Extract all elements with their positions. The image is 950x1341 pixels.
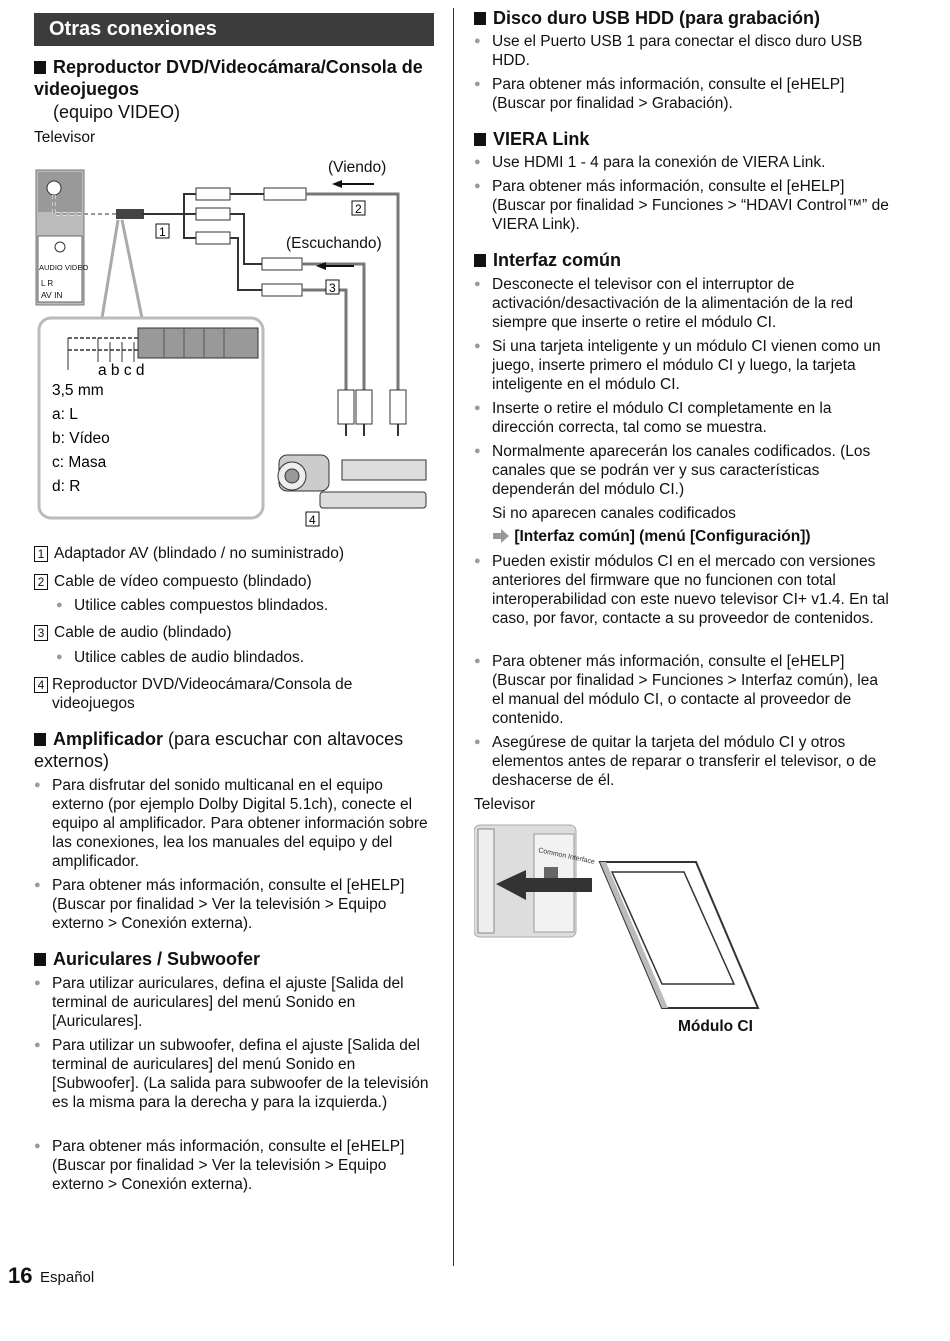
ci-bullet-1: ● Desconecte el televisor con el interruptor de activación/desactivación de la alimentación de la red siempre que inserte o retire el módulo CI. — [474, 275, 892, 332]
legend-bullet-2: ● Utilice cables compuestos blindados. — [56, 596, 434, 615]
aur-heading: Auriculares / Subwoofer — [34, 948, 434, 970]
legend-item-4: 4 Reproductor DVD/Videocámara/Consola de videojuegos — [34, 675, 414, 713]
square-bullet-icon — [34, 733, 46, 746]
pin-d: d: R — [52, 478, 81, 495]
slot-label: Common Interface — [537, 847, 596, 866]
plug-size: 3,5 mm — [52, 382, 104, 399]
ci-note: Si no aparecen canales codificados — [492, 505, 736, 522]
square-bullet-icon — [34, 61, 46, 74]
ci-bullet-7: ● Asegúrese de quitar la tarjeta del módulo CI y otros elementos antes de reparar o transferir el televisor, o de deshacerse de él. — [474, 733, 892, 790]
escuchando-label: (Escuchando) — [286, 235, 382, 252]
legend-bullet-3: ● Utilice cables de audio blindados. — [56, 648, 434, 667]
language-label: Español — [40, 1269, 95, 1286]
viera-heading: VIERA Link — [474, 128, 884, 150]
jack-icon — [47, 181, 61, 195]
amp-bullet-1: ● Para disfrutar del sonido multicanal en el equipo externo (por ejemplo Dolby Digital 5.1ch), conecte el equipo al amplificador. Para obtener información sobre las conexiones, lea los manuales del equipo y del amplificador. — [34, 776, 434, 871]
square-bullet-icon — [474, 12, 486, 25]
viera-bullet-1: ● Use HDMI 1 - 4 para la conexión de VIERA Link. — [474, 153, 892, 172]
dvd-heading: Reproductor DVD/Videocámara/Consola de videojuegos — [34, 57, 423, 99]
camcorder-icon — [278, 455, 329, 491]
square-bullet-icon — [34, 953, 46, 966]
viendo-label: (Viendo) — [328, 159, 387, 176]
plug-letters: a b c d — [98, 362, 145, 379]
callout-2: 2 — [355, 202, 362, 216]
usb-bullet-2: ● Para obtener más información, consulte el [eHELP] (Buscar por finalidad > Grabación). — [474, 75, 892, 113]
aur-bullet-1: ● Para utilizar auriculares, defina el ajuste [Salida del terminal de auriculares] del menú Sonido en [Auriculares]. — [34, 974, 434, 1031]
legend-item-3: 3 Cable de audio (blindado) — [34, 623, 232, 642]
aur-bullet-3: ● Para obtener más información, consulte el [eHELP] (Buscar por finalidad > Ver la televisión > Equipo externo > Conexión externa). — [34, 1137, 434, 1194]
jack-lr: L R — [41, 279, 54, 288]
ci-module-card-icon — [600, 862, 758, 1008]
callout-1: 1 — [159, 225, 166, 239]
ci-bullet-2: ● Si una tarjeta inteligente y un módulo CI vienen como un juego, inserte primero el módulo CI y luego, la tarjeta inteligente en el módulo CI. — [474, 337, 892, 394]
jack-labels: AUDIO VIDEO — [39, 263, 89, 272]
connection-diagram — [34, 150, 434, 532]
ci-module-diagram — [474, 822, 774, 1012]
usb-heading: Disco duro USB HDD (para grabación) — [474, 7, 884, 29]
pin-c: c: Masa — [52, 454, 107, 471]
ci-heading: Interfaz común — [474, 249, 884, 271]
amp-heading: Amplificador (para escuchar con altavoces externos) — [34, 729, 404, 771]
square-bullet-icon — [474, 254, 486, 267]
ci-bullet-3: ● Inserte o retire el módulo CI completamente en la dirección correcta, tal como se muestra. — [474, 399, 892, 437]
arrow-right-icon — [492, 529, 510, 543]
ci-bullet-6: ● Para obtener más información, consulte el [eHELP] (Buscar por finalidad > Funciones > Interfaz común), lea el manual del módulo CI, o contacte al proveedor de contenido. — [474, 652, 892, 728]
legend-item-1: 1 Adaptador AV (blindado / no suministrado) — [34, 544, 344, 563]
square-bullet-icon — [474, 133, 486, 146]
column-divider — [453, 8, 454, 1266]
tv-label-right: Televisor — [474, 796, 536, 813]
legend-item-2: 2 Cable de vídeo compuesto (blindado) — [34, 572, 312, 591]
pin-a: a: L — [52, 406, 78, 423]
section-banner: Otras conexiones — [34, 13, 434, 46]
callout-3: 3 — [329, 281, 336, 295]
dvd-subheading: (equipo VIDEO) — [53, 102, 181, 122]
viera-bullet-2: ● Para obtener más información, consulte el [eHELP] (Buscar por finalidad > Funciones > “HDAVI Control™” de VIERA Link). — [474, 177, 892, 234]
usb-bullet-1: ● Use el Puerto USB 1 para conectar el disco duro USB HDD. — [474, 32, 892, 70]
av-adapter-plug — [116, 209, 144, 219]
tv-label: Televisor — [34, 129, 96, 146]
pin-b: b: Vídeo — [52, 430, 110, 447]
ci-menu-path: [Interfaz común] (menú [Configuración]) — [492, 527, 811, 546]
ci-module-label: Módulo CI — [678, 1018, 753, 1035]
ci-bullet-4: ● Normalmente aparecerán los canales codificados. (Los canales que se podrán ver y sus características dependerán del módulo CI.) — [474, 442, 892, 499]
page-number: 16 — [8, 1263, 33, 1288]
aur-bullet-2: ● Para utilizar un subwoofer, defina el ajuste [Salida del terminal de auriculares] del menú Sonido en [Subwoofer]. (La salida para subwoofer de la televisión es la misma para la derecha y para la izquierda.) — [34, 1036, 434, 1112]
amp-bullet-2: ● Para obtener más información, consulte el [eHELP] (Buscar por finalidad > Ver la televisión > Equipo externo > Conexión externa). — [34, 876, 434, 933]
av-in-label: AV IN — [41, 290, 63, 300]
ci-bullet-5: ● Pueden existir módulos CI en el mercado con versiones anteriores del firmware que no funcionen con total interoperabilidad con este nuevo televisor CI+ v1.4. En tal caso, por favor, contacte a su proveedor de contenidos. — [474, 552, 892, 628]
callout-4: 4 — [309, 513, 316, 527]
dvd-player-icon — [320, 460, 426, 508]
